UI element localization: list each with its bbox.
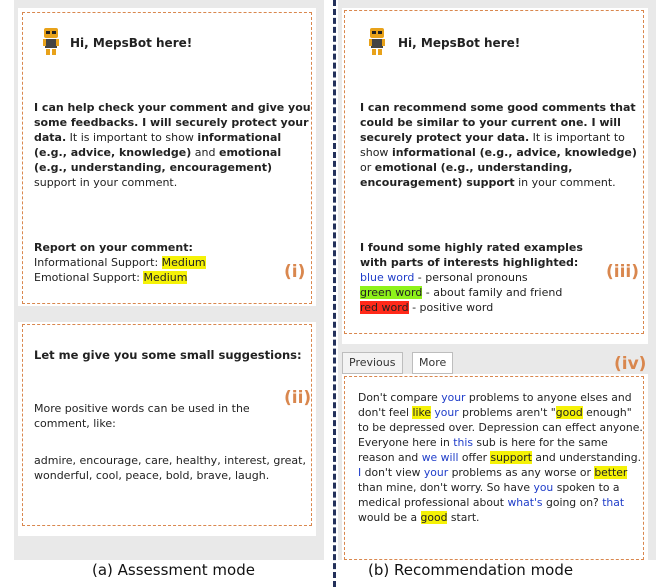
examples-title: I found some highly rated examples with parts of interests highlighted: xyxy=(360,241,583,269)
comment-text: enough" to be depressed over. Depression can effect anyone. Everyone here in xyxy=(358,406,643,449)
greeting: Hi, MepsBot here! xyxy=(398,36,521,50)
informational-level-badge: Medium xyxy=(161,256,206,269)
pronoun-highlight: what's xyxy=(507,496,543,509)
comment-text: and understanding. xyxy=(531,451,642,464)
pronoun-highlight: this xyxy=(453,436,473,449)
comment-text: start. xyxy=(447,511,480,524)
comment-text: would be a xyxy=(358,511,421,524)
greeting: Hi, MepsBot here! xyxy=(70,36,193,50)
intro-text: I can recommend some good comments that could be similar to your current one. I will securely protect your data. It is important to show informational (e.g., advice, knowledge) or emotional (e.g., understanding, encouragement) support in your comment. xyxy=(360,101,637,189)
report xyxy=(34,240,274,285)
legend-green: green word - about family and friend xyxy=(360,286,563,299)
pronoun-highlight: your xyxy=(434,406,459,419)
comment-text: spoken to a medical professional about xyxy=(358,481,620,509)
comment-text: Don't compare xyxy=(358,391,442,404)
positive-highlight: like xyxy=(412,406,431,419)
more-tab[interactable]: More xyxy=(412,352,453,374)
comment-text: than mine, don't worry. So have xyxy=(358,481,534,494)
column-divider xyxy=(333,0,336,587)
emotional-level-badge: Medium xyxy=(143,271,188,284)
pronoun-highlight: we will xyxy=(421,451,459,464)
pronoun-highlight: your xyxy=(423,466,449,479)
section-label-ii: (ii) xyxy=(284,388,312,408)
comment-text: problems to anyone elses and don't feel xyxy=(358,391,632,419)
section-label-i: (i) xyxy=(284,262,306,282)
legend-red: red word - positive word xyxy=(360,301,494,314)
comment-text: sub is here for the same reason and xyxy=(358,436,608,464)
section-label-iii: (iii) xyxy=(606,262,640,282)
section-label-iv: (iv) xyxy=(614,354,647,374)
comment-text: problems as any worse or xyxy=(448,466,595,479)
robot-icon xyxy=(40,26,62,56)
informational-row: Informational Support: Medium xyxy=(34,256,206,269)
examples-legend xyxy=(360,240,600,315)
comment-text: offer xyxy=(458,451,491,464)
suggestions-text: More positive words can be used in the comment, like: xyxy=(34,402,250,430)
positive-highlight: better xyxy=(594,466,628,479)
robot-icon xyxy=(366,26,388,56)
comment-text: going on? xyxy=(542,496,603,509)
report-title: Report on your comment: xyxy=(34,241,193,254)
caption-assessment: (a) Assessment mode xyxy=(92,561,255,579)
legend-blue: blue word - personal pronouns xyxy=(360,271,528,284)
suggestions-title: Let me give you some small suggestions: xyxy=(34,348,302,362)
suggested-words: admire, encourage, care, healthy, interest, great, wonderful, cool, peace, bold, brave, laugh. xyxy=(34,454,306,482)
comment-text: problems aren't " xyxy=(458,406,556,419)
caption-recommendation: (b) Recommendation mode xyxy=(368,561,574,579)
previous-tab[interactable]: Previous xyxy=(342,352,403,374)
emotional-row: Emotional Support: Medium xyxy=(34,271,188,284)
positive-highlight: good xyxy=(555,406,583,419)
example-comment xyxy=(358,390,644,525)
recommendation-panel xyxy=(338,0,656,560)
intro-text: I can help check your comment and give you some feedbacks. I will securely protect your data. It is important to show informational (e.g., advice, knowledge) and emotional (e.g., understanding, encouragement) support in your comment. xyxy=(34,101,311,189)
positive-highlight: support xyxy=(490,451,532,464)
pronoun-highlight: I xyxy=(358,466,362,479)
assessment-panel xyxy=(14,0,324,560)
pronoun-highlight: your xyxy=(441,391,466,404)
pronoun-highlight: you xyxy=(533,481,554,494)
positive-highlight: good xyxy=(420,511,448,524)
comment-text: don't view xyxy=(361,466,424,479)
pronoun-highlight: that xyxy=(602,496,625,509)
